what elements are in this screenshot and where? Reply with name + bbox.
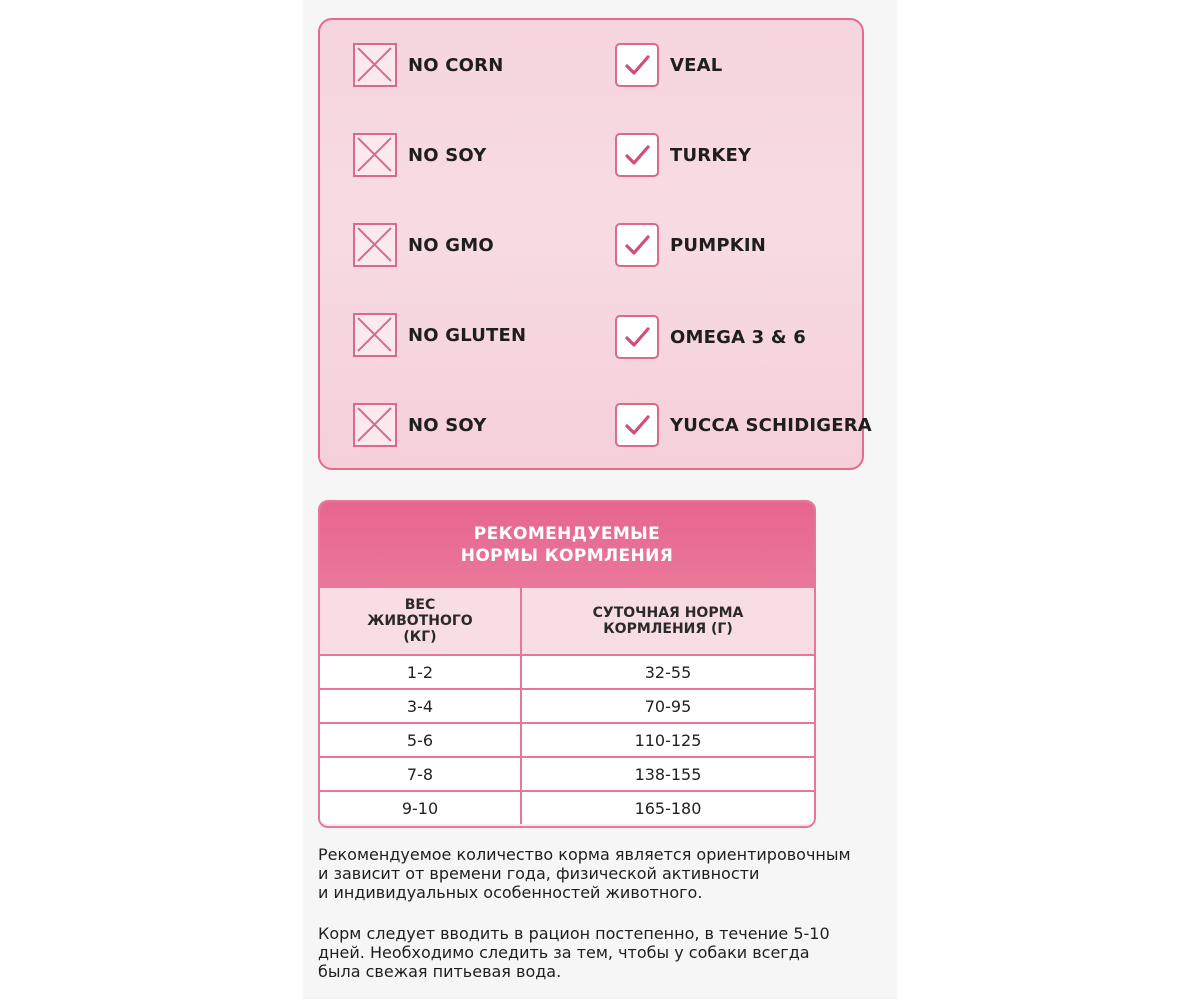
feeding-table-title — [320, 502, 814, 588]
weight-cell: 9-10 — [320, 792, 522, 824]
checkmark-box-icon — [615, 43, 659, 87]
feature-label: OMEGA 3 & 6 — [670, 326, 806, 348]
note-line: и зависит от времени года, физической активности — [318, 864, 760, 883]
cross-box-icon — [353, 313, 397, 357]
table-row — [320, 656, 814, 690]
norm-cell: 110-125 — [634, 730, 702, 750]
feature-veal — [615, 43, 722, 87]
feature-turkey — [615, 133, 751, 177]
feature-no-corn — [353, 43, 503, 87]
cross-box-icon — [353, 133, 397, 177]
checkmark-box-icon — [615, 133, 659, 177]
feature-no-soy — [353, 133, 487, 177]
weight-header-line: ВЕС — [404, 597, 436, 613]
weight-cell: 5-6 — [320, 724, 522, 756]
cross-box-icon — [353, 43, 397, 87]
table-row — [320, 758, 814, 792]
feature-no-gluten — [353, 313, 526, 357]
norm-header-line: КОРМЛЕНИЯ (Г) — [603, 621, 733, 637]
note-line: Корм следует вводить в рацион постепенно, в течение 5-10 — [318, 924, 830, 943]
table-row — [320, 690, 814, 724]
note-line: и индивидуальных особенностей животного. — [318, 883, 703, 902]
feature-pumpkin — [615, 223, 766, 267]
feature-label: NO GLUTEN — [408, 324, 527, 346]
feature-label: NO SOY — [408, 144, 487, 166]
feature-omega — [615, 315, 806, 359]
checkmark-box-icon — [615, 403, 659, 447]
note-line: дней. Необходимо следить за тем, чтобы у собаки всегда — [318, 943, 810, 962]
note-paragraph-2 — [318, 924, 898, 981]
feature-yucca — [615, 403, 872, 447]
feature-no-gmo — [353, 223, 494, 267]
norm-cell: 32-55 — [644, 662, 692, 682]
feature-label: YUCCA SCHIDIGERA — [670, 414, 872, 436]
features-panel — [318, 18, 872, 470]
cross-box-icon — [353, 223, 397, 267]
norm-cell: 165-180 — [634, 798, 702, 818]
feature-label: NO GMO — [408, 234, 494, 256]
title-line-1: РЕКОМЕНДУЕМЫЕ — [473, 524, 661, 544]
table-row — [320, 724, 814, 758]
norm-cell: 138-155 — [634, 764, 702, 784]
feature-no-soy-2 — [353, 403, 487, 447]
note-line: была свежая питьевая вода. — [318, 962, 562, 981]
weight-cell: 1-2 — [320, 656, 522, 688]
cross-box-icon — [353, 403, 397, 447]
feature-label: VEAL — [670, 54, 723, 76]
checkmark-box-icon — [615, 223, 659, 267]
column-header-weight — [320, 588, 522, 654]
feature-label: PUMPKIN — [670, 234, 767, 256]
feeding-table — [318, 500, 816, 828]
norm-header-line: СУТОЧНАЯ НОРМА — [592, 605, 744, 621]
feature-label: TURKEY — [670, 144, 752, 166]
weight-cell: 7-8 — [320, 758, 522, 790]
feature-label: NO SOY — [408, 414, 487, 436]
norm-cell: 70-95 — [644, 696, 692, 716]
checkmark-box-icon — [615, 315, 659, 359]
title-line-2: НОРМЫ КОРМЛЕНИЯ — [460, 546, 674, 566]
feeding-notes — [318, 845, 898, 1003]
note-paragraph-1 — [318, 845, 898, 902]
note-line: Рекомендуемое количество корма является ориентировочным — [318, 845, 851, 864]
feature-label: NO CORN — [408, 54, 504, 76]
weight-cell: 3-4 — [320, 690, 522, 722]
weight-header-line: ЖИВОТНОГО — [367, 613, 473, 629]
weight-header-line: (КГ) — [403, 629, 437, 645]
table-header-row — [320, 588, 814, 656]
column-header-norm — [522, 588, 814, 654]
table-row — [320, 792, 814, 824]
